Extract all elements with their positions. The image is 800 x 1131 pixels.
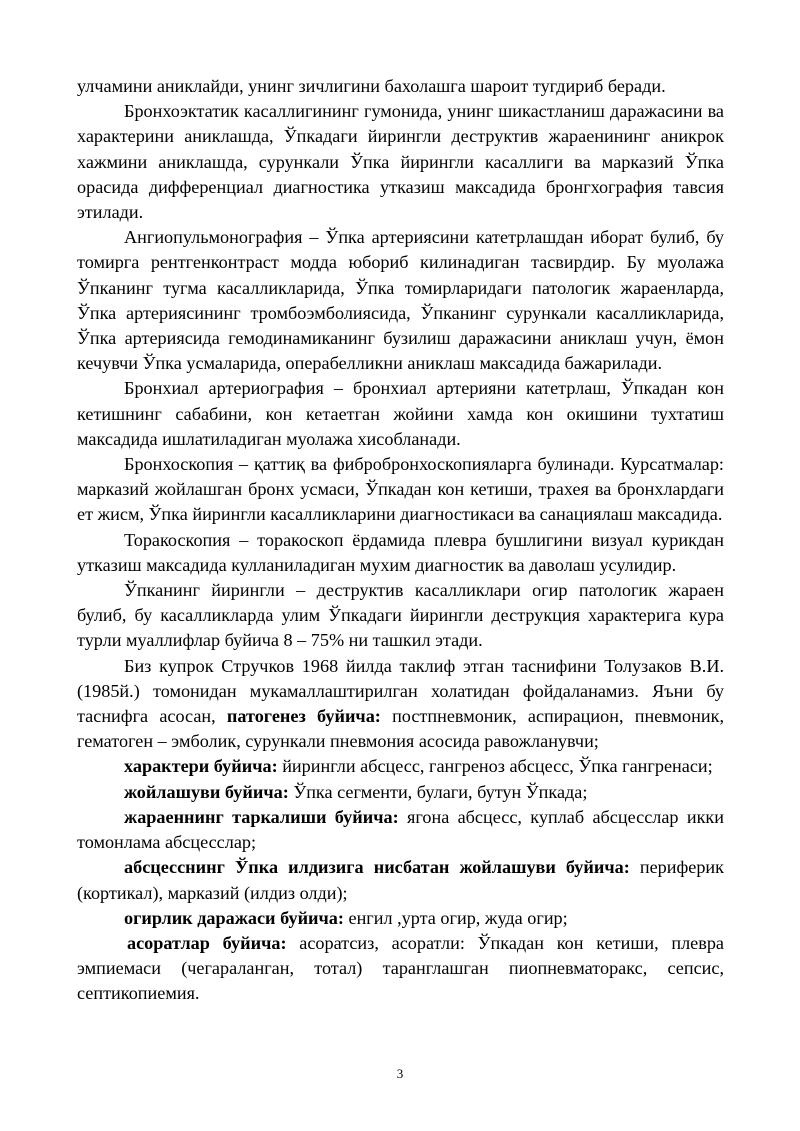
paragraph-text: Бронхоэктатик касаллигининг гумонида, унинг шикастланиш даражасини ва характерини аниклашда, Ўпкадаги йирингли деструктив жараенининг аникрок хажмини аниклашда, сурункали Ўпка йирингли касаллиги ва марказий Ўпка орасида дифференциал диагностика утказиш максадида бронгхография тавсия этилади. (77, 101, 724, 223)
page-number: 3 (396, 1066, 404, 1081)
classification-term: характери буйича: (124, 756, 278, 777)
paragraph-continuation (77, 74, 724, 99)
classification-term: жойлашуви буйича: (124, 781, 289, 802)
paragraph-classification (77, 654, 724, 755)
paragraph-text: асоратсиз, асоратли: Ўпкадан кон кетиши, плевра эмпиемаси (чегараланган, тотал) таранглашган пиопневматоракс, сепсис, септикопиемия. (77, 932, 724, 1004)
paragraph-angiopulmonography (77, 225, 724, 376)
paragraph-text: Ангиопульмонография – Ўпка артериясини катетрлашдан иборат булиб, бу томирга рентгенконтраст модда юбориб килинадиган тасвирдир. Бу муолажа Ўпканинг тугма касалликларида, Ўпка томирларидаги патологик жараенларда, Ўпка артериясининг тромбоэмболиясида, Ўпканинг сурункали касалликларида, Ўпка артериясида гемодинамиканинг бузилиш даражасини аниклаш учун, ёмон кечувчи Ўпка усмаларида, операбелликни аниклаш максадида бажарилади. (77, 227, 724, 374)
paragraph-text: периферик (кортикал), марказий (илдиз олди); (77, 857, 725, 903)
classification-item-root-position (77, 855, 724, 905)
paragraph-text: Ўпка сегменти, булаги, бутун Ўпкада; (288, 781, 588, 802)
paragraph-text: Бронхоскопия – қаттиқ ва фибробронхоскопияларга булинади. Курсатмалар: марказий жойлашган бронх усмаси, Ўпкадан кон кетиши, трахея ва бронхлардаги ет жисм, Ўпка йирингли касалликларини диагностикаси ва санациялаш максадида. (77, 454, 724, 525)
paragraph-text: йирингли абсцесс, гангреноз абсцесс, Ўпка гангренаси; (277, 756, 713, 777)
paragraph-bronchography (77, 99, 724, 225)
classification-term: асоратлар буйича: (127, 932, 287, 953)
classification-term: патогенез буйича: (226, 706, 381, 727)
paragraph-purulent-destructive (77, 578, 724, 654)
paragraph-text: Ўпканинг йирингли – деструктив касалликлари огир патологик жараен булиб, бу касалликларда улим Ўпкадаги йирингли деструкция характерига кура турли муаллифлар буйича 8 – 75% ни ташкил этади. (77, 580, 724, 651)
paragraph-text: Биз купрок Стручков 1968 йилда таклиф этган таснифини Толузаков В.И. (1985й.) томонидан мукамаллаштирилган холатидан фойдаланамиз. Яъни бу таснифга асосан, (77, 655, 724, 727)
classification-item-complications (77, 931, 724, 1007)
paragraph-text: Бронхиал артериография – бронхиал артерияни катетрлаш, Ўпкадан кон кетишнинг сабабини, кон кетаетган жойини хамда кон окишини тухтатиш максадида ишлатиладиган муолажа хисобланади. (77, 378, 724, 449)
classification-item-spread (77, 805, 724, 855)
classification-term: огирлик даражаси буйича: (124, 907, 344, 928)
classification-item-location (77, 780, 724, 805)
classification-term: абсцесснинг Ўпка илдизига нисбатан жойлашуви буйича: (124, 857, 630, 878)
paragraph-bronchoscopy (77, 452, 724, 528)
paragraph-text: Торакоскопия – торакоскоп ёрдамида плевра бушлигини визуал курикдан утказиш максадида кулланиладиган мухим диагностик ва даволаш усулидир. (77, 529, 724, 575)
classification-item-character (77, 754, 724, 779)
classification-term: жараеннинг таркалиши буйича: (124, 806, 399, 827)
paragraph-text: ягона абсцесс, куплаб абсцесслар икки томонлама абсцесслар; (77, 806, 724, 853)
body-text (77, 74, 724, 1007)
paragraph-bronchial-arteriography (77, 376, 724, 452)
paragraph-text: постпневмоник, аспирацион, пневмоник, гематоген – эмболик, сурункали пневмония асосида равожланувчи; (77, 706, 724, 752)
classification-item-severity (77, 906, 724, 931)
paragraph-thoracoscopy (77, 528, 724, 578)
paragraph-text: енгил ,урта огир, жуда огир; (343, 907, 568, 928)
paragraph-text: улчамини аниклайди, унинг зичлигини бахолашга шароит тугдириб беради. (77, 76, 666, 96)
